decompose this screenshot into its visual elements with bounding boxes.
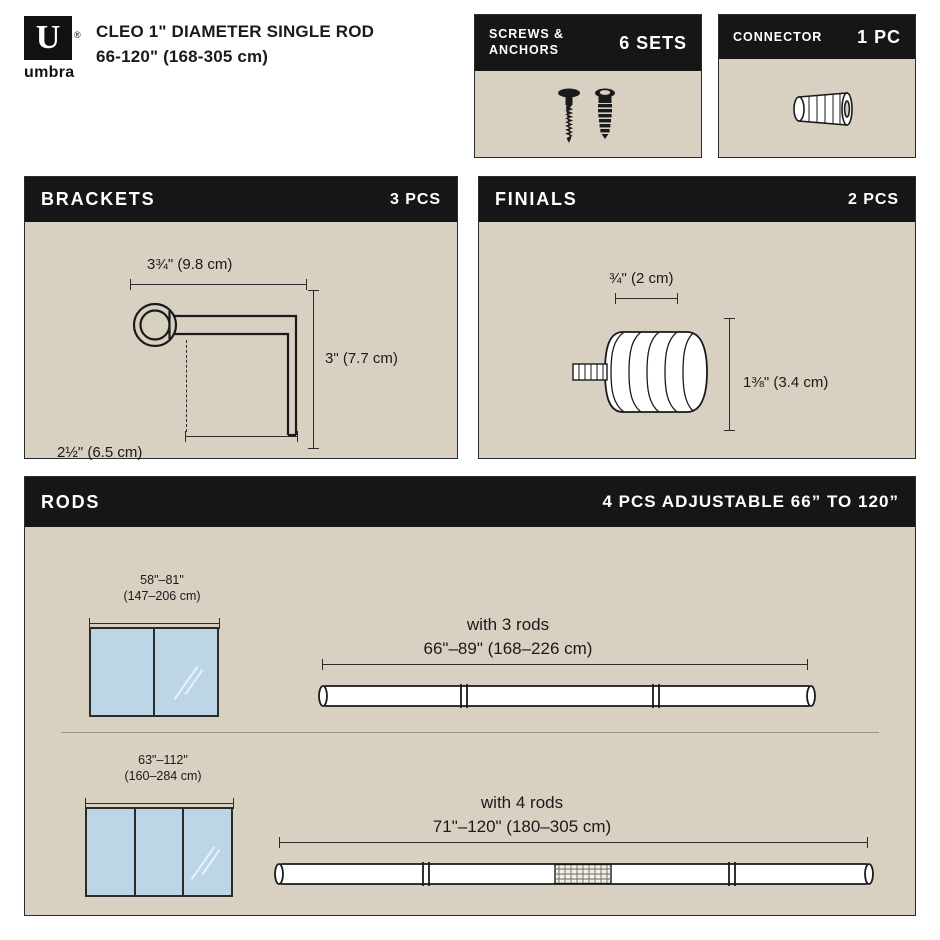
- rod-config-2-window-dim-line: [85, 803, 233, 804]
- panel-rods-title: RODS: [41, 491, 101, 512]
- screw-icon: [558, 89, 580, 142]
- finial-icon: [605, 332, 707, 412]
- window-thumbnail-3-pane: [85, 807, 233, 897]
- rod-config-2-span-line: [279, 842, 867, 843]
- rod-config-1-span: 66"–89" (168–226 cm): [423, 639, 593, 658]
- bracket-dim-height-tick-bottom: [308, 448, 319, 449]
- finial-screw-icon: [573, 364, 607, 380]
- rod-config-2-heading: with 4 rods: [480, 793, 564, 812]
- panel-rods-header: [25, 477, 915, 527]
- panel-rods-qty: 4 PCS ADJUSTABLE 66” TO 120”: [602, 492, 899, 511]
- rod-config-1-window-label-line-2: (147–206 cm): [123, 588, 201, 603]
- anchor-icon: [595, 89, 615, 140]
- brand-logo: [24, 16, 86, 82]
- rod-config-2-window-label-line-1: 63"–112": [138, 753, 188, 767]
- finial-dim-width-tick-right: [677, 293, 678, 304]
- connector-icon: [794, 93, 852, 125]
- page-title-line-2: 66-120" (168-305 cm): [96, 46, 269, 66]
- rod-4-illustration: [271, 853, 877, 899]
- window-pane: [87, 809, 136, 895]
- glass-shine-icon: [191, 846, 216, 880]
- finial-illustration: [579, 312, 749, 436]
- window-pane: [155, 629, 217, 715]
- registered-mark-icon: ®: [74, 30, 81, 40]
- connector-illustration: [719, 59, 915, 157]
- panel-brackets-body: [25, 222, 457, 461]
- rod-config-1-window-label-line-1: 58"–81": [140, 573, 184, 587]
- panel-brackets-title: BRACKETS: [41, 189, 156, 209]
- finial-dim-height: 1⅜" (3.4 cm): [743, 374, 829, 391]
- panel-connector-qty: 1 PC: [857, 26, 901, 47]
- panel-finials-title: FINIALS: [495, 189, 578, 209]
- screw-and-anchor-illustration: [475, 71, 701, 157]
- panel-finials-body: [479, 222, 915, 458]
- panel-brackets-qty: 3 PCS: [389, 190, 441, 208]
- bracket-dim-width: 3¾" (9.8 cm): [147, 256, 233, 273]
- rods-row-divider: [61, 732, 879, 733]
- rod-config-2-span-tick-right: [867, 837, 868, 848]
- panel-rods-body: [25, 527, 915, 915]
- panel-connector-body: [719, 59, 915, 157]
- panel-screws-qty: 6 SETS: [619, 32, 687, 53]
- panel-connector-header: [719, 15, 915, 59]
- bracket-dim-width-tick-right: [306, 279, 307, 290]
- rod-connector-sleeve-icon: [555, 865, 611, 884]
- rod-config-1-window-dim-tick-right: [219, 618, 220, 629]
- window-pane: [184, 809, 231, 895]
- finial-dim-width: ¾" (2 cm): [609, 270, 674, 287]
- panel-connector-label: CONNECTOR: [733, 30, 823, 44]
- bracket-dim-width-tick-left: [130, 279, 131, 290]
- bracket-dim-height: 3" (7.7 cm): [325, 350, 398, 367]
- rod-config-1-span-tick-right: [807, 659, 808, 670]
- rod-config-1-window-dim-line: [89, 623, 219, 624]
- page-title-line-1: CLEO 1" DIAMETER SINGLE ROD: [96, 22, 375, 41]
- panel-screws-header: [475, 15, 701, 71]
- panel-screws-anchors: [474, 14, 702, 158]
- window-pane: [136, 809, 185, 895]
- panel-brackets: [24, 176, 458, 459]
- finial-dim-width-tick-left: [615, 293, 616, 304]
- rod-config-2-span-tick-left: [279, 837, 280, 848]
- logo-letter: U: [24, 16, 72, 60]
- bracket-illustration: [120, 292, 340, 438]
- panel-brackets-header: [25, 177, 457, 222]
- rod-config-1-span-tick-left: [322, 659, 323, 670]
- panel-connector: [718, 14, 916, 158]
- panel-screws-label-line-2: ANCHORS: [489, 43, 559, 57]
- bracket-dim-width-line: [130, 284, 306, 285]
- bracket-dim-height-tick-top: [308, 290, 319, 291]
- rod-config-2-span: 71"–120" (180–305 cm): [432, 817, 612, 836]
- page-title: [96, 20, 476, 69]
- panel-finials: [478, 176, 916, 459]
- panel-finials-header: [479, 177, 915, 222]
- panel-rods: [24, 476, 916, 916]
- brand-wordmark: umbra: [24, 64, 75, 81]
- rod-config-2-window-label-line-2: (160–284 cm): [124, 768, 202, 783]
- panel-screws-body: [475, 71, 701, 157]
- finial-dim-width-line: [615, 298, 677, 299]
- rod-3-illustration: [315, 675, 815, 721]
- bracket-icon: [134, 304, 296, 435]
- window-thumbnail-2-pane: [89, 627, 219, 717]
- panel-finials-qty: 2 PCS: [847, 190, 899, 208]
- window-pane: [91, 629, 155, 715]
- rod-config-1-heading: with 3 rods: [466, 615, 550, 634]
- rod-config-1-span-line: [322, 664, 807, 665]
- rod-config-2-window-dim-tick-right: [233, 798, 234, 809]
- panel-screws-label-line-1: SCREWS &: [489, 27, 565, 42]
- bracket-dim-depth: 2½" (6.5 cm): [57, 444, 143, 461]
